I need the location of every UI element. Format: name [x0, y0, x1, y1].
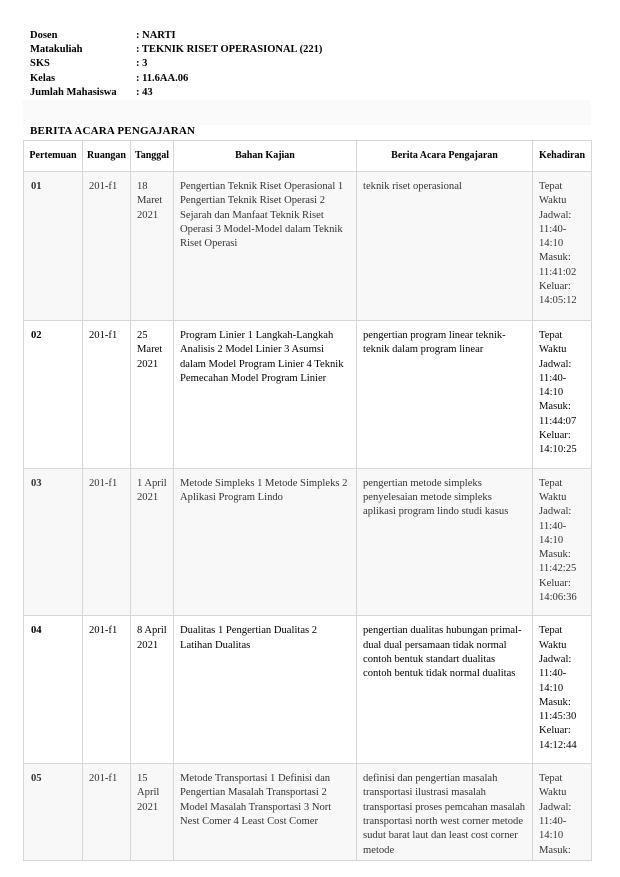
cell-pertemuan: 02: [24, 321, 83, 469]
cell-tanggal: 25 Maret 2021: [131, 321, 174, 469]
info-row-kelas: [30, 72, 322, 86]
cell-kehadiran: Tepat Waktu Jadwal: 11:40-14:10 Masuk:: [533, 764, 592, 861]
column-header-pertemuan: Pertemuan: [24, 141, 83, 172]
info-label: Matakuliah: [30, 44, 83, 56]
cell-ruangan: 201-f1: [83, 321, 131, 469]
cell-kehadiran: Tepat Waktu Jadwal: 11:40-14:10 Masuk: 11:41:02 Keluar: 14:05:12: [533, 172, 592, 321]
berita-acara-table: [23, 140, 592, 861]
cell-pertemuan: 04: [24, 616, 83, 764]
column-header-berita-acara: Berita Acara Pengajaran: [357, 141, 533, 172]
column-header-kehadiran: Kehadiran: [533, 141, 592, 172]
info-label: Kelas: [30, 72, 56, 84]
table-row: [24, 468, 592, 616]
info-label: Dosen: [30, 30, 58, 41]
cell-pertemuan: 03: [24, 468, 83, 616]
info-value: : 11.6AA.06: [136, 72, 189, 84]
cell-kehadiran: Tepat Waktu Jadwal: 11:40-14:10 Masuk: 11:42:25 Keluar: 14:06:36: [533, 468, 592, 616]
cell-bahan-kajian: Program Linier 1 Langkah-Langkah Analisis 2 Model Linier 3 Asumsi dalam Model Program Linier 4 Teknik Pemecahan Model Program Linier: [174, 321, 357, 469]
cell-berita-acara: teknik riset operasional: [357, 172, 533, 321]
cell-bahan-kajian: Metode Transportasi 1 Definisi dan Pengertian Masalah Transportasi 2 Model Masalah Transportasi 3 Nort Nest Comer 4 Least Cost Comer: [174, 764, 357, 861]
column-header-ruangan: Ruangan: [83, 141, 131, 172]
cell-tanggal: 1 April 2021: [131, 468, 174, 616]
cell-kehadiran: Tepat Waktu Jadwal: 11:40-14:10 Masuk: 11:44:07 Keluar: 14:10:25: [533, 321, 592, 469]
cell-ruangan: 201-f1: [83, 616, 131, 764]
cell-berita-acara: definisi dan pengertian masalah transportasi ilustrasi masalah transportasi proses pemcahan masalah transportasi north west corner metode sudut barat laut dan least cost corner metode: [357, 764, 533, 861]
info-row-jumlah-mahasiswa: [30, 86, 322, 100]
cell-tanggal: 15 April 2021: [131, 764, 174, 861]
info-label: Jumlah Mahasiswa: [30, 86, 117, 98]
info-row-dosen: [30, 29, 322, 43]
section-title: BERITA ACARA PENGAJARAN: [30, 125, 196, 137]
info-value: : TEKNIK RISET OPERASIONAL (221): [136, 44, 323, 56]
cell-bahan-kajian: Pengertian Teknik Riset Operasional 1 Pengertian Teknik Riset Operasi 2 Sejarah dan Manfaat Teknik Riset Operasi 3 Model-Model dalam Teknik Riset Operasi: [174, 172, 357, 321]
cell-berita-acara: pengertian metode simpleks penyelesaian metode simpleks aplikasi program lindo studi kasus: [357, 468, 533, 616]
cell-ruangan: 201-f1: [83, 468, 131, 616]
column-header-bahan-kajian: Bahan Kajian: [174, 141, 357, 172]
info-value: : 43: [136, 86, 153, 98]
table-row: [24, 764, 592, 861]
column-header-tanggal: Tanggal: [131, 141, 174, 172]
table-row: [24, 321, 592, 469]
info-row-sks: [30, 57, 322, 71]
cell-ruangan: 201-f1: [83, 764, 131, 861]
header-spacer-band: [23, 100, 591, 125]
cell-kehadiran: Tepat Waktu Jadwal: 11:40-14:10 Masuk: 11:45:30 Keluar: 14:12:44: [533, 616, 592, 764]
info-row-matakuliah: [30, 43, 322, 57]
table-header-row: [24, 141, 592, 172]
cell-bahan-kajian: Metode Simpleks 1 Metode Simpleks 2 Aplikasi Program Lindo: [174, 468, 357, 616]
table-row: [24, 172, 592, 321]
cell-tanggal: 8 April 2021: [131, 616, 174, 764]
info-value: : 3: [136, 58, 148, 70]
cell-pertemuan: 01: [24, 172, 83, 321]
cell-bahan-kajian: Dualitas 1 Pengertian Dualitas 2 Latihan Dualitas: [174, 616, 357, 764]
info-label: SKS: [30, 58, 50, 70]
info-value: : NARTI: [136, 30, 176, 41]
cell-tanggal: 18 Maret 2021: [131, 172, 174, 321]
cell-berita-acara: pengertian dualitas hubungan primal-dual dual persamaan tidak normal contoh bentuk standart dualitas contoh bentuk tidak normal dualitas: [357, 616, 533, 764]
cell-ruangan: 201-f1: [83, 172, 131, 321]
cell-pertemuan: 05: [24, 764, 83, 861]
table-row: [24, 616, 592, 764]
cell-berita-acara: pengertian program linear teknik-teknik dalam program linear: [357, 321, 533, 469]
course-info: [30, 29, 322, 100]
